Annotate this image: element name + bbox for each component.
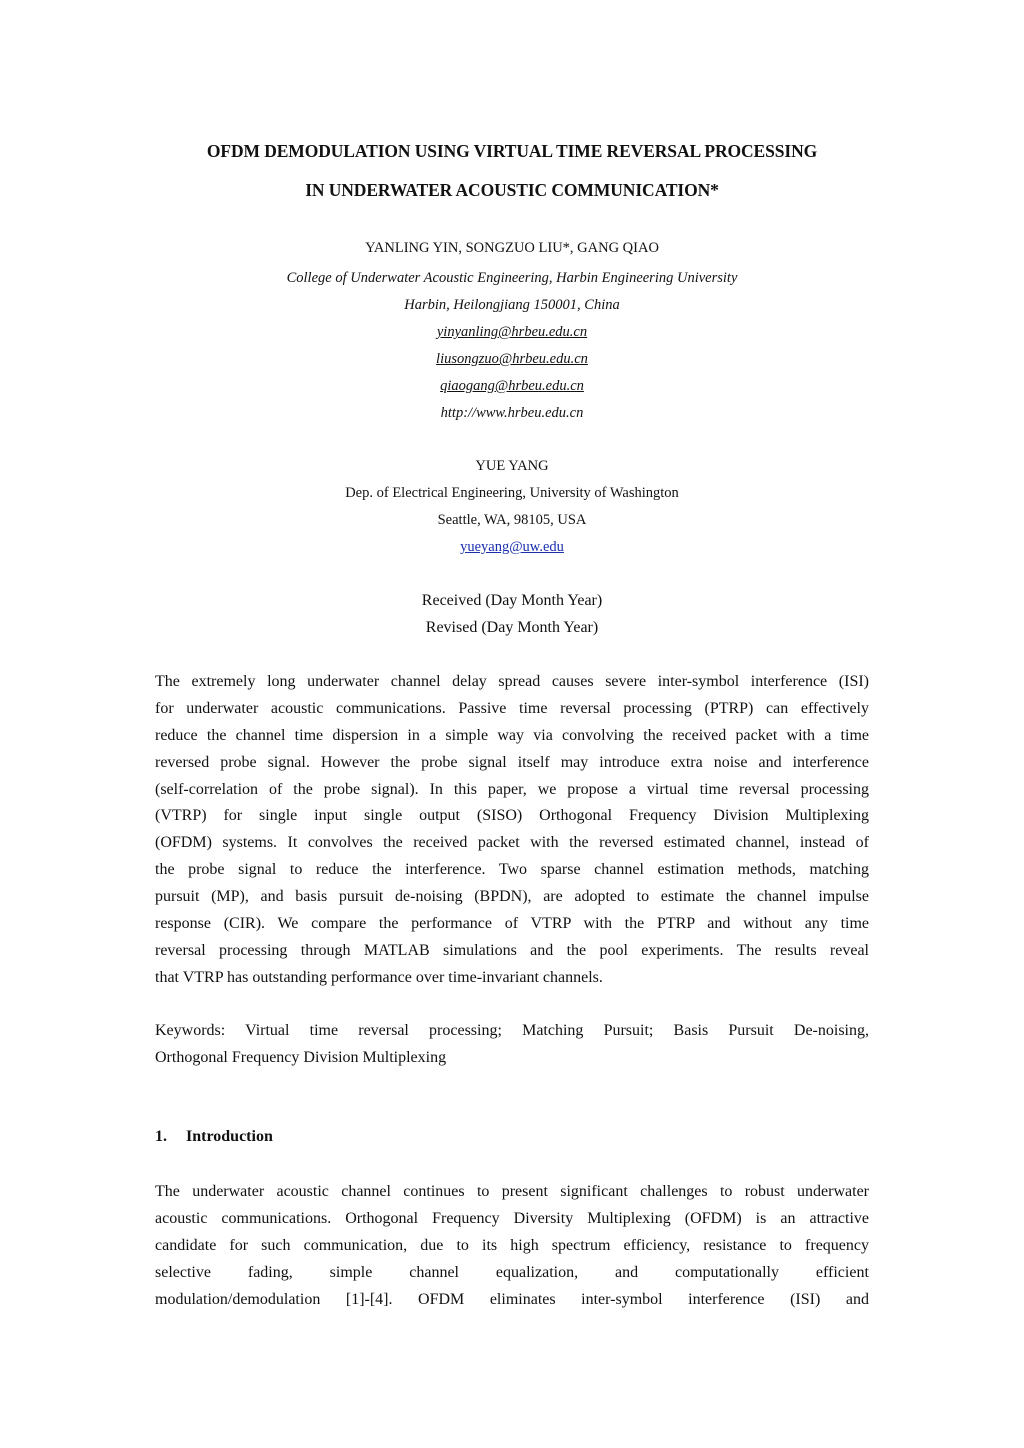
- email-link-qiaogang[interactable]: qiaogang@hrbeu.edu.cn: [440, 378, 584, 394]
- abstract: [155, 669, 869, 992]
- section-title: Introduction: [186, 1128, 273, 1145]
- intro-line: acoustic communications. Orthogonal Frequency Diversity Multiplexing (OFDM) is an attractive: [155, 1209, 869, 1227]
- revised-date: Revised (Day Month Year): [425, 619, 599, 636]
- intro-line: [155, 1260, 869, 1287]
- intro-word: efficient: [815, 1263, 869, 1281]
- abstract-line: that VTRP has outstanding performance over time-invariant channels.: [155, 968, 603, 986]
- intro-word: selective: [155, 1263, 211, 1281]
- affiliation-2-line-1: Dep. of Electrical Engineering, University of Washington: [345, 485, 679, 501]
- abstract-line: reversal processing through MATLAB simulations and the pool experiments. The results reveal: [155, 941, 869, 959]
- author-list-2: YUE YANG: [475, 458, 549, 474]
- intro-word: modulation/demodulation: [155, 1290, 321, 1308]
- abstract-line: the probe signal to reduce the interference. Two sparse channel estimation methods, matching: [155, 861, 869, 879]
- intro-word: (ISI): [790, 1290, 821, 1308]
- intro-word: fading,: [247, 1263, 293, 1281]
- abstract-line: reduce the channel time dispersion in a simple way via convolving the received packet with a time: [155, 726, 869, 744]
- introduction-text: [155, 1179, 869, 1313]
- intro-word: computationally: [675, 1263, 779, 1281]
- abstract-line: for underwater acoustic communications. Passive time reversal processing (PTRP) can effectively: [155, 699, 869, 717]
- intro-line: candidate for such communication, due to its high spectrum efficiency, resistance to frequency: [155, 1236, 869, 1254]
- intro-word: equalization,: [495, 1263, 579, 1281]
- author-list-1: YANLING YIN, SONGZUO LIU*, GANG QIAO: [365, 240, 659, 256]
- intro-word: simple: [329, 1263, 373, 1281]
- section-number: 1.: [155, 1128, 167, 1145]
- intro-word: channel: [409, 1263, 459, 1281]
- paper-title-line-2: IN UNDERWATER ACOUSTIC COMMUNICATION*: [305, 180, 719, 200]
- intro-line: The underwater acoustic channel continues to present significant challenges to robust underwater: [155, 1183, 869, 1200]
- intro-word: interference: [688, 1290, 765, 1308]
- email-link-liusongzuo[interactable]: liusongzuo@hrbeu.edu.cn: [436, 351, 588, 367]
- keywords-line: Keywords: Virtual time reversal processing; Matching Pursuit; Basis Pursuit De-noising,: [155, 1022, 869, 1039]
- affiliation-1-line-2: Harbin, Heilongjiang 150001, China: [404, 297, 620, 313]
- affiliation-2-line-2: Seattle, WA, 98105, USA: [437, 512, 587, 528]
- intro-word: [1]-[4].: [345, 1290, 393, 1308]
- abstract-line: The extremely long underwater channel delay spread causes severe inter-symbol interference (ISI): [155, 673, 869, 690]
- section-heading-introduction: [155, 1128, 273, 1146]
- abstract-line: pursuit (MP), and basis pursuit de-noising (BPDN), are adopted to estimate the channel impulse: [155, 888, 869, 906]
- abstract-line: (VTRP) for single input single output (SISO) Orthogonal Frequency Division Multiplexing: [155, 807, 869, 825]
- website-url[interactable]: http://www.hrbeu.edu.cn: [440, 405, 584, 421]
- intro-word: and: [614, 1263, 639, 1281]
- intro-line: [155, 1287, 869, 1314]
- intro-word: OFDM: [418, 1290, 465, 1308]
- email-link-yinyanling[interactable]: yinyanling@hrbeu.edu.cn: [436, 324, 588, 340]
- keywords-line: Orthogonal Frequency Division Multiplexing: [155, 1048, 447, 1066]
- intro-word: inter-symbol: [581, 1290, 663, 1308]
- abstract-line: response (CIR). We compare the performance of VTRP with the PTRP and without any time: [155, 915, 869, 933]
- paper-title-line-1: OFDM DEMODULATION USING VIRTUAL TIME REVERSAL PROCESSING: [206, 141, 818, 161]
- abstract-line: (self-correlation of the probe signal). In this paper, we propose a virtual time reversal processing: [155, 780, 869, 798]
- intro-word: eliminates: [489, 1290, 556, 1308]
- received-date: Received (Day Month Year): [421, 592, 603, 609]
- keywords: [155, 1018, 869, 1072]
- abstract-line: (OFDM) systems. It convolves the received packet with the reversed estimated channel, instead of: [155, 834, 869, 852]
- intro-word: and: [845, 1290, 869, 1308]
- affiliation-1-line-1: College of Underwater Acoustic Engineering, Harbin Engineering University: [286, 270, 738, 286]
- abstract-line: reversed probe signal. However the probe signal itself may introduce extra noise and interference: [155, 753, 869, 771]
- email-link-yueyang[interactable]: yueyang@uw.edu: [460, 539, 564, 555]
